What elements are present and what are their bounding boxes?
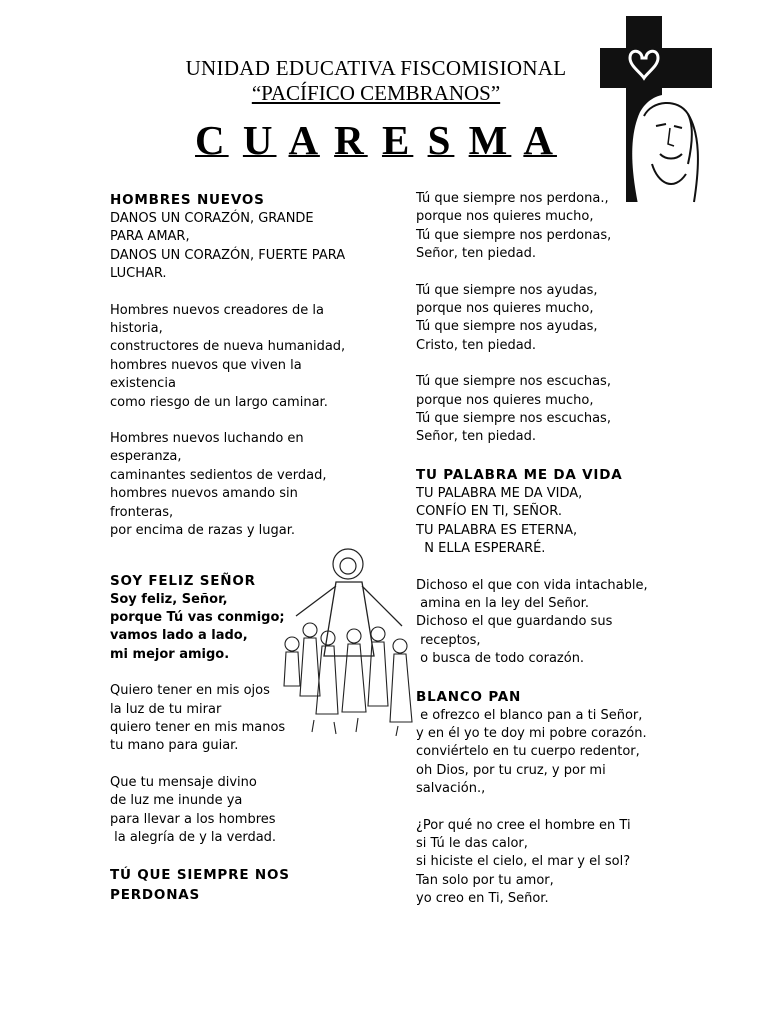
song-heading: SOY FELIZ SEÑOR	[110, 572, 256, 589]
verse-line: Tú que siempre nos perdonas,	[416, 227, 612, 243]
verse-line: Hombres nuevos creadores de la	[110, 302, 324, 318]
verse-line: esperanza,	[110, 449, 182, 465]
verse-line: como riesgo de un largo caminar.	[110, 394, 328, 410]
title-letter: R	[334, 117, 368, 163]
verse-line: mi mejor amigo.	[110, 646, 230, 662]
title-letter: M	[468, 117, 512, 163]
stanza	[110, 774, 372, 848]
stanza	[416, 577, 678, 669]
verse-line: Cristo, ten piedad.	[416, 337, 537, 353]
verse-line: Soy feliz, Señor,	[110, 591, 228, 607]
verse-line: la alegría de y la verdad.	[110, 829, 277, 845]
verse-line: porque nos quieres mucho,	[416, 392, 594, 408]
school-name: UNIDAD EDUCATIVA FISCOMISIONAL	[185, 56, 567, 80]
right-column	[416, 190, 678, 909]
verse-line: Tú que siempre nos escuchas,	[416, 411, 611, 427]
verse-line: de luz me inunde ya	[110, 793, 243, 809]
verse-line: caminantes sedientos de verdad,	[110, 467, 327, 483]
title-letter: U	[242, 117, 277, 163]
verse-line: amina en la ley del Señor.	[416, 595, 589, 611]
stanza	[416, 282, 678, 356]
verse-line: porque Tú vas conmigo;	[110, 609, 285, 625]
verse-line: N ELLA ESPERARÉ.	[416, 541, 546, 557]
verse-line: oh Dios, por tu cruz, y por mi	[416, 762, 606, 778]
verse-line: Señor, ten piedad.	[416, 429, 536, 445]
verse-line: TU PALABRA ES ETERNA,	[416, 522, 578, 538]
verse-line: TU PALABRA ME DA VIDA,	[416, 485, 583, 501]
verse-line: Señor, ten piedad.	[416, 246, 536, 262]
verse-line: DANOS UN CORAZÓN, FUERTE PARA	[110, 247, 346, 263]
left-column	[110, 190, 372, 905]
verse-line: DANOS UN CORAZÓN, GRANDE	[110, 211, 314, 226]
title-letter: E	[381, 117, 414, 163]
stanza	[416, 707, 678, 799]
verse-line: porque nos quieres mucho,	[416, 301, 594, 317]
verse-line: Dichoso el que guardando sus	[416, 614, 613, 630]
song-heading: TÚ QUE SIEMPRE NOS	[110, 867, 290, 884]
verse-line: constructores de nueva humanidad,	[110, 339, 346, 355]
verse-line: receptos,	[416, 632, 481, 648]
verse-line: y en él yo te doy mi pobre corazón.	[416, 725, 647, 741]
stanza	[110, 682, 372, 756]
verse-line: para llevar a los hombres	[110, 811, 276, 827]
verse-line: Tú que siempre nos perdona.,	[416, 191, 609, 206]
verse-line: historia,	[110, 321, 163, 337]
stanza	[416, 817, 678, 909]
title-letter: A	[523, 117, 557, 163]
verse-line: hombres nuevos que viven la	[110, 357, 302, 373]
song-heading: BLANCO PAN	[416, 688, 522, 705]
verse-line: Tú que siempre nos escuchas,	[416, 374, 611, 390]
stanza	[110, 430, 372, 540]
title-letter: S	[427, 117, 455, 163]
verse-line: fronteras,	[110, 504, 174, 520]
stanza	[110, 302, 372, 412]
song-heading: TU PALABRA ME DA VIDA	[416, 466, 623, 483]
verse-line: hombres nuevos amando sin	[110, 486, 298, 502]
verse-line: si Tú le das calor,	[416, 835, 528, 851]
stanza	[416, 373, 678, 447]
verse-line: yo creo en Ti, Señor.	[416, 891, 549, 907]
verse-line: PARA AMAR,	[110, 229, 190, 245]
verse-line: tu mano para guiar.	[110, 738, 239, 754]
stanza	[110, 591, 372, 665]
stanza	[110, 210, 372, 284]
verse-line: porque nos quieres mucho,	[416, 209, 594, 225]
verse-line: Hombres nuevos luchando en	[110, 431, 304, 447]
verse-line: e ofrezco el blanco pan a ti Señor,	[416, 707, 643, 723]
verse-line: conviértelo en tu cuerpo redentor,	[416, 744, 640, 760]
verse-line: CONFÍO EN TI, SEÑOR.	[416, 504, 562, 520]
verse-line: o busca de todo corazón.	[416, 651, 585, 667]
verse-line: la luz de tu mirar	[110, 701, 222, 717]
verse-line: vamos lado a lado,	[110, 628, 248, 644]
song-heading: PERDONAS	[110, 887, 201, 904]
verse-line: Tú que siempre nos ayudas,	[416, 282, 598, 298]
verse-line: LUCHAR.	[110, 266, 167, 282]
verse-line: salvación.,	[416, 781, 486, 797]
title-letter: A	[288, 117, 320, 163]
verse-line: quiero tener en mis manos	[110, 719, 286, 735]
stanza	[416, 190, 678, 264]
verse-line: ¿Por qué no cree el hombre en Ti	[416, 817, 631, 833]
verse-line: por encima de razas y lugar.	[110, 523, 296, 539]
verse-line: Tú que siempre nos ayudas,	[416, 319, 598, 335]
cross-heart-illustration	[600, 14, 712, 204]
verse-line: Quiero tener en mis ojos	[110, 683, 270, 699]
song-heading: HOMBRES NUEVOS	[110, 192, 265, 208]
verse-line: si hiciste el cielo, el mar y el sol?	[416, 854, 631, 870]
verse-line: Tan solo por tu amor,	[416, 872, 554, 888]
school-subtitle: “PACÍFICO CEMBRANOS”	[251, 81, 501, 105]
verse-line: existencia	[110, 376, 176, 392]
verse-line: Dichoso el que con vida intachable,	[416, 577, 648, 593]
stanza	[416, 485, 678, 559]
title-letter: C	[195, 117, 229, 163]
verse-line: Que tu mensaje divino	[110, 774, 257, 790]
